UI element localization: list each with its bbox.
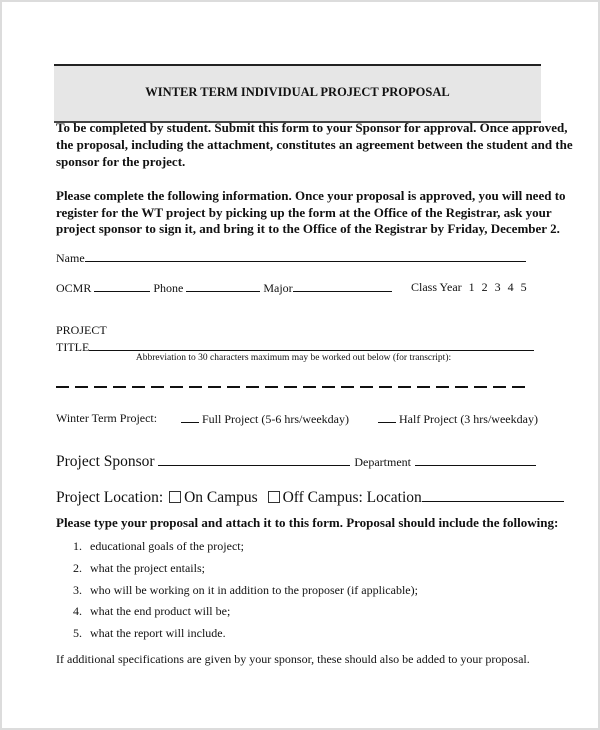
intro-line-3: sponsor for the project.	[56, 154, 186, 169]
intro-line-2: the proposal, including the attachment, constitutes an agreement between the student and the	[56, 137, 573, 152]
phone-field[interactable]	[186, 279, 260, 292]
instructions-line-3: project sponsor to sign it, and bring it to the Office of the Registrar by Friday, December 2.	[56, 221, 560, 236]
half-project-label: Half Project (3 hrs/weekday)	[399, 412, 538, 426]
half-project-option[interactable]	[378, 410, 538, 427]
location-row	[56, 487, 564, 508]
half-project-blank[interactable]	[378, 410, 396, 423]
off-campus-checkbox[interactable]	[268, 491, 280, 503]
class-year-option[interactable]: 4	[507, 280, 514, 294]
class-year-option[interactable]: 1	[468, 280, 475, 294]
name-row	[56, 249, 526, 266]
on-campus-checkbox[interactable]	[169, 491, 181, 503]
list-item-number: 5.	[73, 626, 82, 640]
list-item-text: educational goals of the project;	[90, 539, 244, 553]
department-label: Department	[354, 455, 411, 469]
class-year-option[interactable]: 3	[494, 280, 501, 294]
proposal-heading: Please type your proposal and attach it to this form. Proposal should include the following:	[56, 515, 559, 530]
name-label: Name	[56, 251, 85, 265]
ocmr-field[interactable]	[94, 279, 150, 292]
list-item-number: 3.	[73, 583, 82, 597]
list-item-text: what the report will include.	[90, 626, 226, 640]
list-item	[73, 582, 418, 598]
off-campus-label: Off Campus: Location	[282, 489, 422, 506]
footer-note: If additional specifications are given by your sponsor, these should also be added to your proposal.	[56, 652, 530, 666]
location-field[interactable]	[422, 487, 564, 502]
list-item-text: what the project entails;	[90, 561, 205, 575]
list-item	[73, 603, 230, 619]
on-campus-label: On Campus	[184, 489, 258, 506]
abbreviation-field[interactable]	[56, 386, 531, 388]
major-field[interactable]	[293, 279, 392, 292]
list-item	[73, 560, 205, 576]
list-item-text: who will be working on it in addition to the proposer (if applicable);	[90, 583, 418, 597]
major-label: Major	[263, 281, 293, 295]
class-year-option[interactable]: 2	[481, 280, 488, 294]
department-field[interactable]	[415, 451, 536, 466]
sponsor-row	[56, 451, 536, 472]
name-field[interactable]	[85, 249, 526, 262]
class-year-row	[411, 279, 527, 295]
ocmr-row	[56, 279, 392, 296]
form-title: WINTER TERM INDIVIDUAL PROJECT PROPOSAL	[145, 85, 450, 99]
project-label: PROJECT	[56, 323, 107, 337]
list-item-number: 1.	[73, 539, 82, 553]
project-location-label: Project Location:	[56, 489, 164, 506]
class-year-label: Class Year	[411, 280, 462, 294]
list-item	[73, 625, 226, 641]
project-sponsor-label: Project Sponsor	[56, 453, 155, 470]
title-band	[54, 64, 541, 123]
full-project-option[interactable]	[181, 410, 349, 427]
title-label: TITLE	[56, 340, 90, 354]
instructions-line-2: register for the WT project by picking up the form at the Office of the Registrar, ask your	[56, 205, 552, 220]
full-project-label: Full Project (5-6 hrs/weekday)	[202, 412, 349, 426]
full-project-blank[interactable]	[181, 410, 199, 423]
project-title-field[interactable]	[89, 338, 534, 351]
list-item-number: 4.	[73, 604, 82, 618]
instructions-line-1: Please complete the following information. Once your proposal is approved, you will need to	[56, 188, 566, 203]
list-item-text: what the end product will be;	[90, 604, 231, 618]
list-item	[73, 538, 244, 554]
abbreviation-note: Abbreviation to 30 characters maximum may be worked out below (for transcript):	[135, 353, 452, 363]
phone-label: Phone	[153, 281, 184, 295]
project-sponsor-field[interactable]	[158, 451, 350, 466]
list-item-number: 2.	[73, 561, 82, 575]
class-year-option[interactable]: 5	[520, 280, 527, 294]
winter-term-project-label: Winter Term Project:	[56, 411, 158, 425]
intro-line-1: To be completed by student. Submit this form to your Sponsor for approval. Once approved,	[56, 120, 568, 135]
ocmr-label: OCMR	[56, 281, 92, 295]
